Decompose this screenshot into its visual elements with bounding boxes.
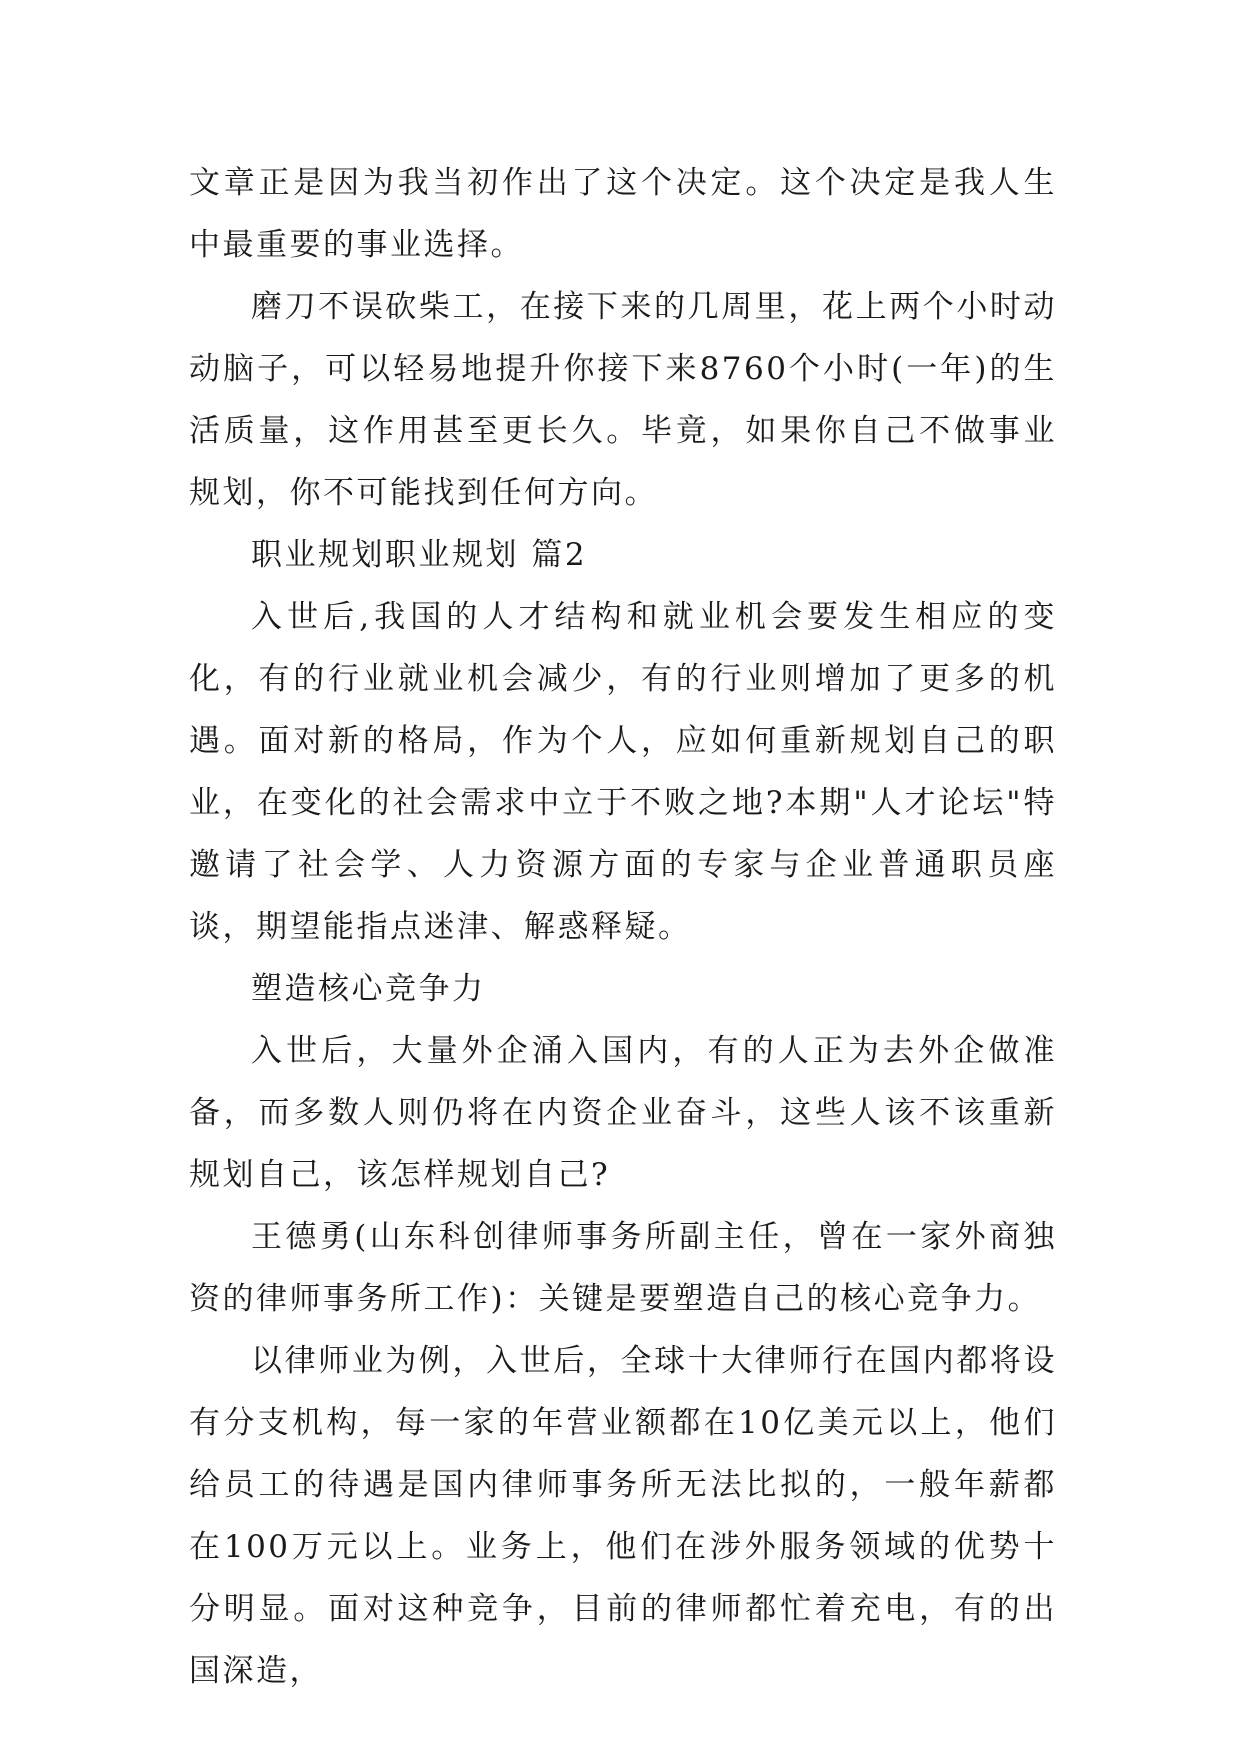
paragraph: 入世后,我国的人才结构和就业机会要发生相应的变化，有的行业就业机会减少，有的行业则增加了更多的机遇。面对新的格局，作为个人，应如何重新规划自己的职业，在变化的社会需求中立于不败之地?本期"人才论坛"特邀请了社会学、人力资源方面的专家与企业普通职员座谈，期望能指点迷津、解惑释疑。 bbox=[189, 599, 1057, 945]
paragraph: 以律师业为例，入世后，全球十大律师行在国内都将设有分支机构，每一家的年营业额都在10亿美元以上，他们给员工的待遇是国内律师事务所无法比拟的，一般年薪都在100万元以上。业务上，他们在涉外服务领域的优势十分明显。面对这种竞争，目前的律师都忙着充电，有的出国深造， bbox=[189, 1343, 1057, 1689]
document-body bbox=[189, 152, 1057, 1702]
section-heading: 职业规划职业规划 篇2 bbox=[251, 537, 588, 573]
paragraph: 磨刀不误砍柴工，在接下来的几周里，花上两个小时动动脑子，可以轻易地提升你接下来8760个小时(一年)的生活质量，这作用甚至更长久。毕竟，如果你自己不做事业规划，你不可能找到任何方向。 bbox=[189, 289, 1057, 511]
paragraph-continuation: 文章正是因为我当初作出了这个决定。这个决定是我人生中最重要的事业选择。 bbox=[189, 165, 1057, 263]
paragraph: 王德勇(山东科创律师事务所副主任，曾在一家外商独资的律师事务所工作)：关键是要塑造自己的核心竞争力。 bbox=[189, 1219, 1057, 1317]
paragraph: 入世后，大量外企涌入国内，有的人正为去外企做准备，而多数人则仍将在内资企业奋斗，这些人该不该重新规划自己，该怎样规划自己? bbox=[189, 1033, 1057, 1193]
section-heading: 塑造核心竞争力 bbox=[251, 971, 486, 1007]
